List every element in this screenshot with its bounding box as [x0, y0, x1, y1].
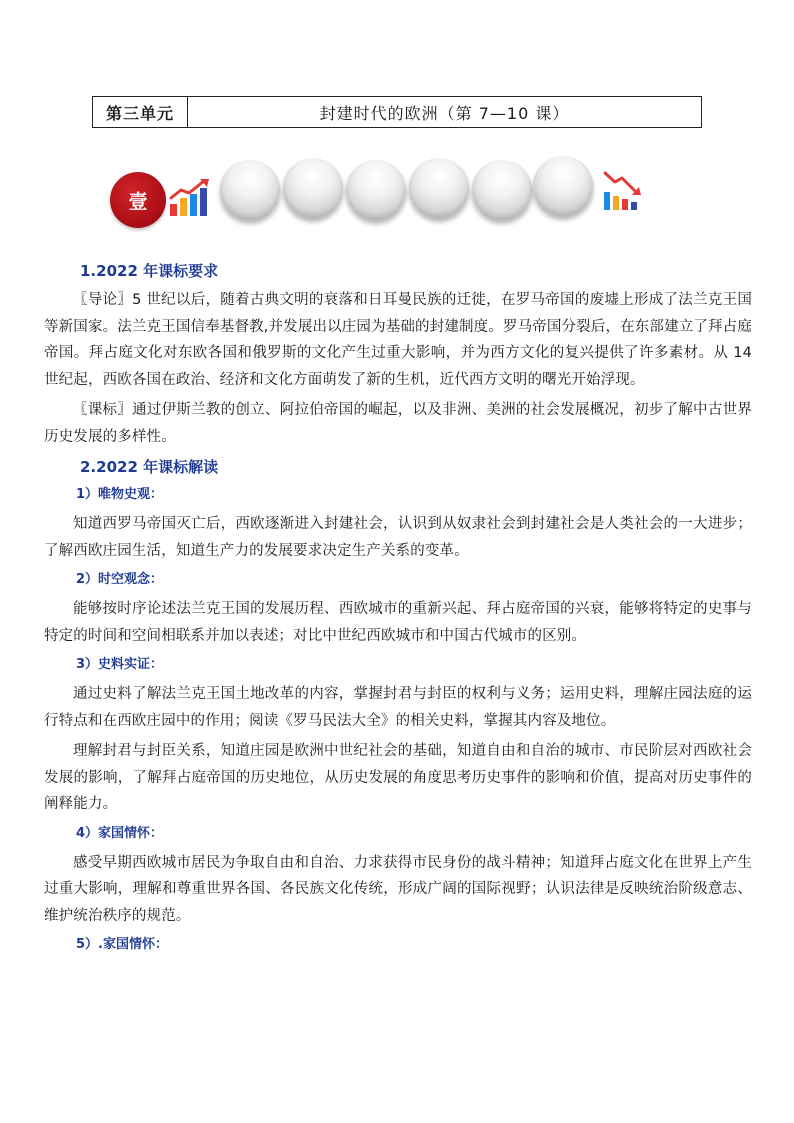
body-paragraph: 通过史料了解法兰克王国土地改革的内容，掌握封君与封臣的权利与义务；运用史料，理解庄园法庭的运行特点和在西欧庄园中的作用；阅读《罗马民法大全》的相关史料，掌握其内容及地位。 [44, 686, 752, 729]
banner-ball-2 [283, 158, 343, 218]
document-content [44, 258, 752, 961]
unit-title: 封建时代的欧洲（第 7—10 课） [319, 103, 570, 123]
unit-header-table [92, 96, 702, 128]
standard-text: 通过伊斯兰教的创立、阿拉伯帝国的崛起，以及非洲、美洲的社会发展概况，初步了解中古世界历史发展的多样性。 [44, 402, 752, 445]
subsection-heading: 4）家国情怀： [76, 825, 164, 841]
body-paragraph: 理解封君与封臣关系，知道庄园是欧洲中世纪社会的基础，知道自由和自治的城市、市民阶层对西欧社会发展的影响，了解拜占庭帝国的历史地位，从历史发展的角度思考历史事件的影响和价值，提高对历史事件的阐释能力。 [44, 743, 752, 812]
subsection-heading: 3）史料实证： [76, 657, 164, 672]
subsection-heading: 1）唯物史观： [76, 487, 164, 502]
banner-ball-6 [533, 156, 593, 216]
unit-label: 第三单元 [93, 97, 188, 127]
chart-up-icon [168, 178, 214, 218]
intro-tag: 〖导论〗 [73, 292, 133, 308]
chart-down-icon [602, 168, 646, 212]
body-paragraph: 知道西罗马帝国灭亡后，西欧逐渐进入封建社会，认识到从奴隶社会到封建社会是人类社会的一大进步；了解西欧庄园生活，知道生产力的发展要求决定生产关系的变革。 [44, 516, 752, 559]
subsection-heading: 5）.家国情怀： [76, 937, 168, 952]
banner-ball-3 [346, 160, 406, 220]
intro-paragraph [44, 287, 752, 393]
body-paragraph: 感受早期西欧城市居民为争取自由和自治、力求获得市民身份的战斗精神；知道拜占庭文化在世界上产生过重大影响，理解和尊重世界各国、各民族文化传统，形成广阔的国际视野；认识法律是反映统治阶级意志、维护统治秩序的规范。 [44, 854, 752, 924]
banner-ball-5 [472, 160, 532, 220]
subsection-heading: 2）时空观念： [76, 572, 164, 587]
body-paragraph: 能够按时序论述法兰克王国的发展历程、西欧城市的重新兴起、拜占庭帝国的兴衰，能够将特定的史事与特定的时间和空间相联系并加以表述；对比中世纪西欧城市和中国古代城市的区别。 [44, 601, 752, 644]
section-heading: 1.2022 年课标要求 [80, 262, 219, 280]
standard-paragraph [44, 397, 752, 450]
banner-ball-4 [409, 158, 469, 218]
intro-text: 5 世纪以后，随着古典文明的衰落和日耳曼民族的迁徙，在罗马帝国的废墟上形成了法兰克王国等新国家。法兰克王国信奉基督教,并发展出以庄园为基础的封建制度。罗马帝国分裂后，在东部建立了拜占庭帝国。拜占庭文化对东欧各国和俄罗斯的文化产生过重大影响，并为西方文化的复兴提供了许多素材。从 14 世纪起，西欧各国在政治、经济和文化方面萌发了新的生机，近代西方文明的曙光开始浮现。 [44, 292, 753, 388]
section-heading: 2.2022 年课标解读 [80, 458, 219, 476]
banner-ball-1 [220, 160, 280, 220]
standard-tag: 〖课标〗 [73, 402, 133, 418]
section-banner [100, 150, 660, 242]
section-seal: 壹 [110, 172, 166, 228]
